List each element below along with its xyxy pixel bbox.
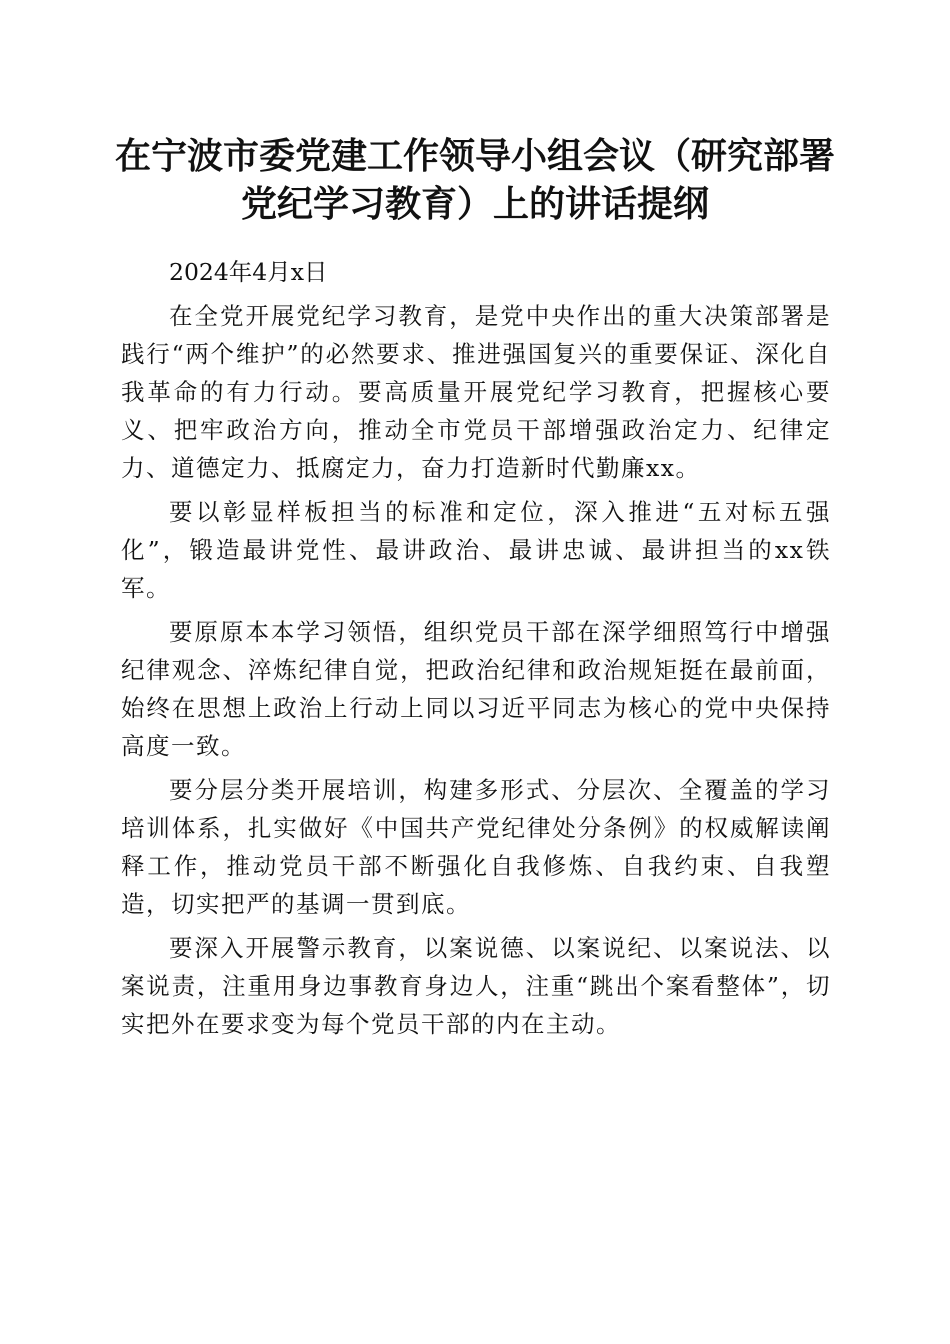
document-body [121, 253, 831, 1049]
paragraph-2: 要以彰显样板担当的标准和定位，深入推进“五对标五强化”，锻造最讲党性、最讲政治、最讲忠诚、最讲担当的xx铁军。 [121, 498, 831, 602]
document-title [100, 132, 850, 228]
document-date: 2024年4月x日 [169, 258, 328, 286]
paragraph-1: 在全党开展党纪学习教育，是党中央作出的重大决策部署是践行“两个维护”的必然要求、推进强国复兴的重要保证、深化自我革命的有力行动。要高质量开展党纪学习教育，把握核心要义、把牢政治方向，推动全市党员干部增强政治定力、纪律定力、道德定力、抵腐定力，奋力打造新时代勤廉xx。 [121, 302, 831, 482]
title-line-2: 党纪学习教育）上的讲话提纲 [240, 183, 709, 225]
title-line-1: 在宁波市委党建工作领导小组会议（研究部署 [114, 135, 835, 177]
paragraph-5: 要深入开展警示教育，以案说德、以案说纪、以案说法、以案说责，注重用身边事教育身边人，注重“跳出个案看整体”，切实把外在要求变为每个党员干部的内在主动。 [121, 934, 831, 1038]
paragraph-4: 要分层分类开展培训，构建多形式、分层次、全覆盖的学习培训体系，扎实做好《中国共产党纪律处分条例》的权威解读阐释工作，推动党员干部不断强化自我修炼、自我约束、自我塑造，切实把严的基调一贯到底。 [121, 776, 831, 918]
paragraph-3: 要原原本本学习领悟，组织党员干部在深学细照笃行中增强纪律观念、淬炼纪律自觉，把政治纪律和政治规矩挺在最前面，始终在思想上政治上行动上同以习近平同志为核心的党中央保持高度一致。 [121, 618, 831, 760]
